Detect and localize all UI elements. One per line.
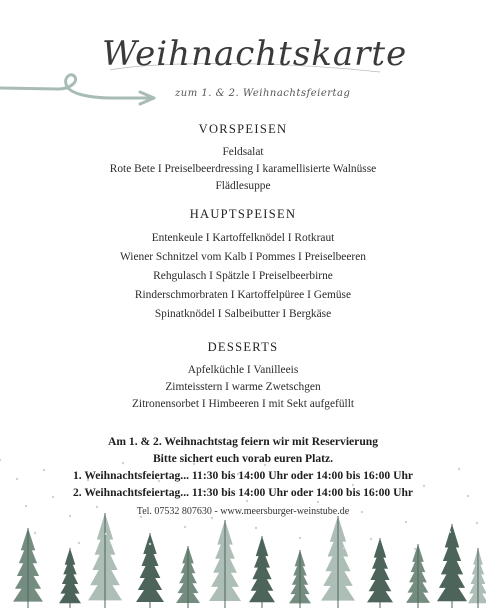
page-subtitle: zum 1. & 2. Weihnachtsfeiertag (175, 88, 351, 99)
opening-times-line: 1. Weihnachtsfeiertag... 11:30 bis 14:00 Uhr oder 14:00 bis 16:00 Uhr (72, 469, 414, 482)
snow-dot (184, 526, 186, 528)
snow-dot (78, 542, 80, 544)
pine-tree (249, 536, 275, 608)
pine-tree (437, 524, 467, 608)
snow-dot (149, 543, 151, 545)
section-heading-starters: VORSPEISEN (198, 122, 288, 136)
menu-item: Feldsalat (222, 146, 264, 158)
menu-item: Rinderschmorbraten I Kartoffelpüree I Gemüse (134, 289, 352, 301)
pine-tree (88, 513, 122, 608)
snow-dot (449, 531, 451, 533)
snow-dot (476, 522, 478, 524)
pine-tree (13, 528, 43, 608)
contact-line: Tel. 07532 807630 - www.meersburger-weinstube.de (136, 506, 350, 517)
menu-item: Zimteisstern I warme Zwetschgen (165, 381, 321, 393)
pine-tree (367, 538, 393, 608)
snow-dot (299, 537, 301, 539)
pine-tree (468, 548, 486, 608)
section-mains (0, 207, 486, 324)
section-heading-mains: HAUPTSPEISEN (189, 207, 297, 221)
pine-tree (59, 548, 81, 608)
snow-dot (405, 521, 407, 523)
snow-dot (34, 532, 36, 534)
section-starters (0, 122, 486, 195)
opening-times-line: 2. Weihnachtsfeiertag... 11:30 bis 14:00 Uhr oder 14:00 bis 16:00 Uhr (72, 486, 414, 499)
section-desserts (0, 340, 486, 413)
page-title: Weihnachtskarte (102, 34, 408, 74)
pine-tree (176, 546, 200, 608)
menu-item: Zitronensorbet I Himbeeren I mit Sekt aufgefüllt (131, 398, 355, 410)
menu-item: Spinatknödel I Salbeibutter I Bergkäse (154, 308, 332, 320)
reservation-line: Bitte sichert euch vorab euren Platz. (152, 452, 334, 465)
pine-tree (406, 544, 430, 608)
snow-dot (105, 533, 107, 535)
section-heading-desserts: DESSERTS (207, 340, 279, 354)
menu-item: Rehgulasch I Spätzle I Preiselbeerbirne (153, 270, 333, 282)
pine-tree (321, 516, 355, 608)
snow-dot (343, 547, 345, 549)
snow-dot (370, 538, 372, 540)
snow-dot (255, 527, 257, 529)
menu-item: Apfelküchle I Vanilleeis (187, 364, 299, 376)
reservation-line: Am 1. & 2. Weihnachtstag feiern wir mit Reservierung (107, 435, 379, 448)
menu-item: Rote Bete I Preiselbeerdressing I karamellisierte Walnüsse (109, 163, 377, 175)
menu-item: Wiener Schnitzel vom Kalb I Pommes I Preiselbeeren (120, 251, 366, 263)
pine-tree (209, 520, 241, 608)
pine-tree (289, 550, 311, 608)
menu-item: Entenkeule I Kartoffelknödel I Rotkraut (151, 232, 335, 244)
reservation-info (0, 433, 486, 519)
snow-dot (414, 548, 416, 550)
menu-item: Flädlesuppe (215, 180, 271, 192)
